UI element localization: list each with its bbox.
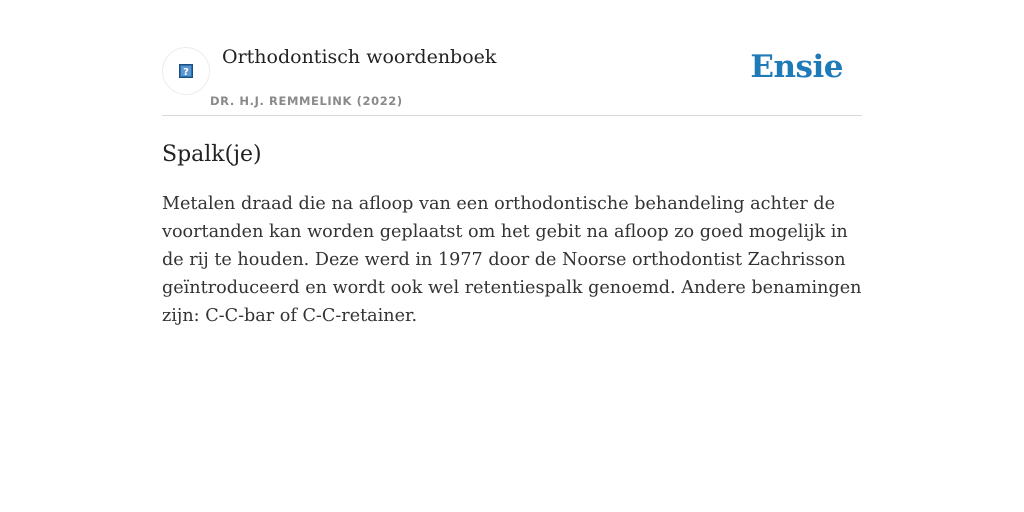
entry-title: Spalk(je) — [162, 142, 262, 167]
entry-definition: Metalen draad die na afloop van een orthodontische behandeling achter de voortanden kan worden geplaatst om het gebit na afloop zo goed mogelijk in de rij te houden. Deze werd in 1977 door de Noorse orthodontist Zachrisson geïntroduceerd en wordt ook wel retentiespalk genoemd. Andere benamingen zijn: C-C-bar of C-C-retainer. — [162, 194, 862, 326]
svg-text:?: ? — [183, 67, 189, 78]
brand-logo-link[interactable]: Ensie — [750, 49, 843, 85]
question-mark-icon — [179, 64, 193, 78]
dictionary-title[interactable]: Orthodontisch woordenboek — [222, 46, 497, 68]
dictionary-header — [162, 42, 862, 116]
page-container — [162, 42, 862, 330]
dictionary-author: DR. H.J. REMMELINK (2022) — [210, 94, 403, 108]
book-question-icon[interactable] — [162, 47, 210, 95]
